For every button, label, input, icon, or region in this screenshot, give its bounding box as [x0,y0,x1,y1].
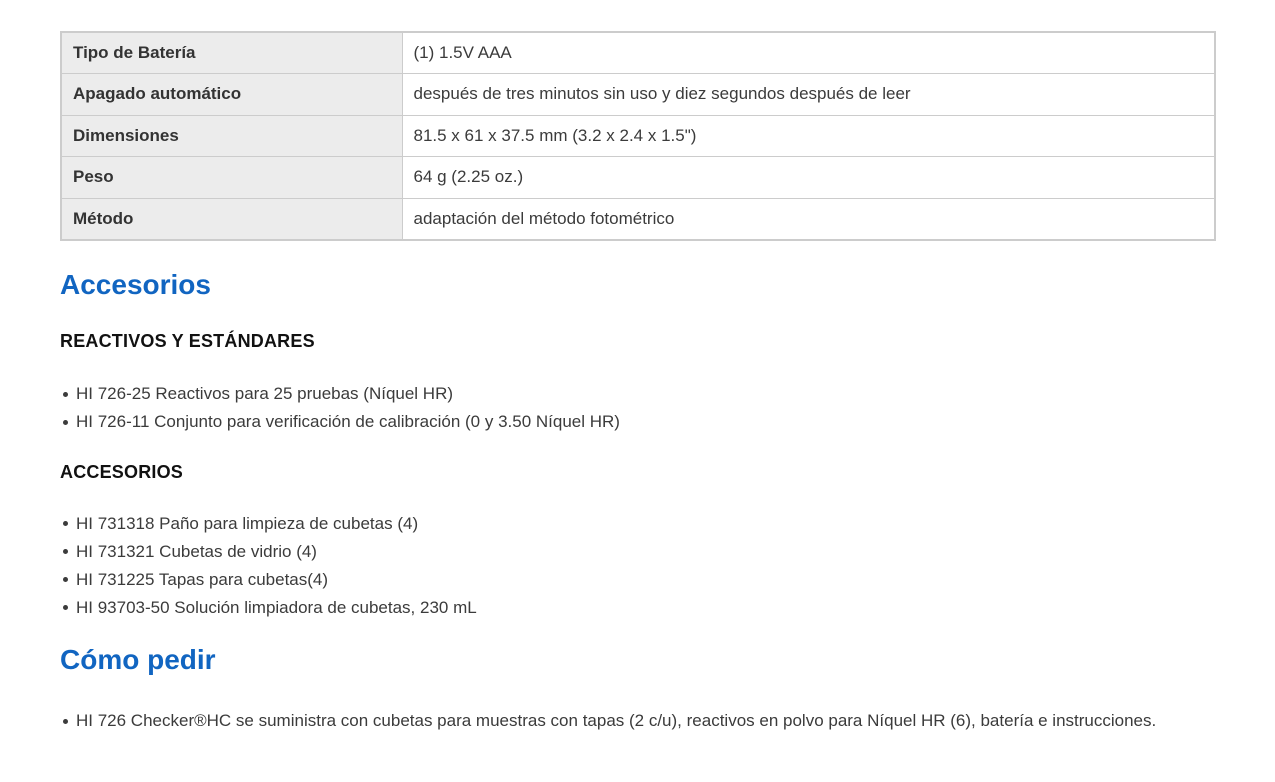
specifications-table [60,31,1216,241]
list-item: HI 731225 Tapas para cubetas(4) [60,566,1216,594]
accessories-subheading: ACCESORIOS [60,462,184,483]
spec-label: Dimensiones [61,115,402,156]
spec-label: Apagado automático [61,74,402,115]
spec-label: Tipo de Batería [61,32,402,74]
spec-label: Método [61,198,402,240]
spec-value: 64 g (2.25 oz.) [402,157,1215,198]
table-row [61,32,1215,74]
spec-label: Peso [61,157,402,198]
list-item: HI 726 Checker®HC se suministra con cubetas para muestras con tapas (2 c/u), reactivos en polvo para Níquel HR (6), batería e instrucciones. [60,707,1216,735]
table-row [61,198,1215,240]
list-item: HI 731321 Cubetas de vidrio (4) [60,538,1216,566]
table-row [61,115,1215,156]
spec-value: adaptación del método fotométrico [402,198,1215,240]
spec-value: 81.5 x 61 x 37.5 mm (3.2 x 2.4 x 1.5") [402,115,1215,156]
how-to-order-section-title: Cómo pedir [60,643,216,675]
how-to-order-list [60,707,1216,735]
spec-value: después de tres minutos sin uso y diez segundos después de leer [402,74,1215,115]
reagents-standards-subheading: REACTIVOS Y ESTÁNDARES [60,331,315,352]
spec-value: (1) 1.5V AAA [402,32,1215,74]
list-item: HI 93703-50 Solución limpiadora de cubetas, 230 mL [60,594,1216,622]
accessories-list [60,510,1216,622]
reagents-standards-list [60,380,1216,436]
list-item: HI 726-11 Conjunto para verificación de calibración (0 y 3.50 Níquel HR) [60,408,1216,436]
list-item: HI 731318 Paño para limpieza de cubetas (4) [60,510,1216,538]
accessories-section-title: Accesorios [60,268,211,300]
table-row [61,157,1215,198]
list-item: HI 726-25 Reactivos para 25 pruebas (Níquel HR) [60,380,1216,408]
table-row [61,74,1215,115]
